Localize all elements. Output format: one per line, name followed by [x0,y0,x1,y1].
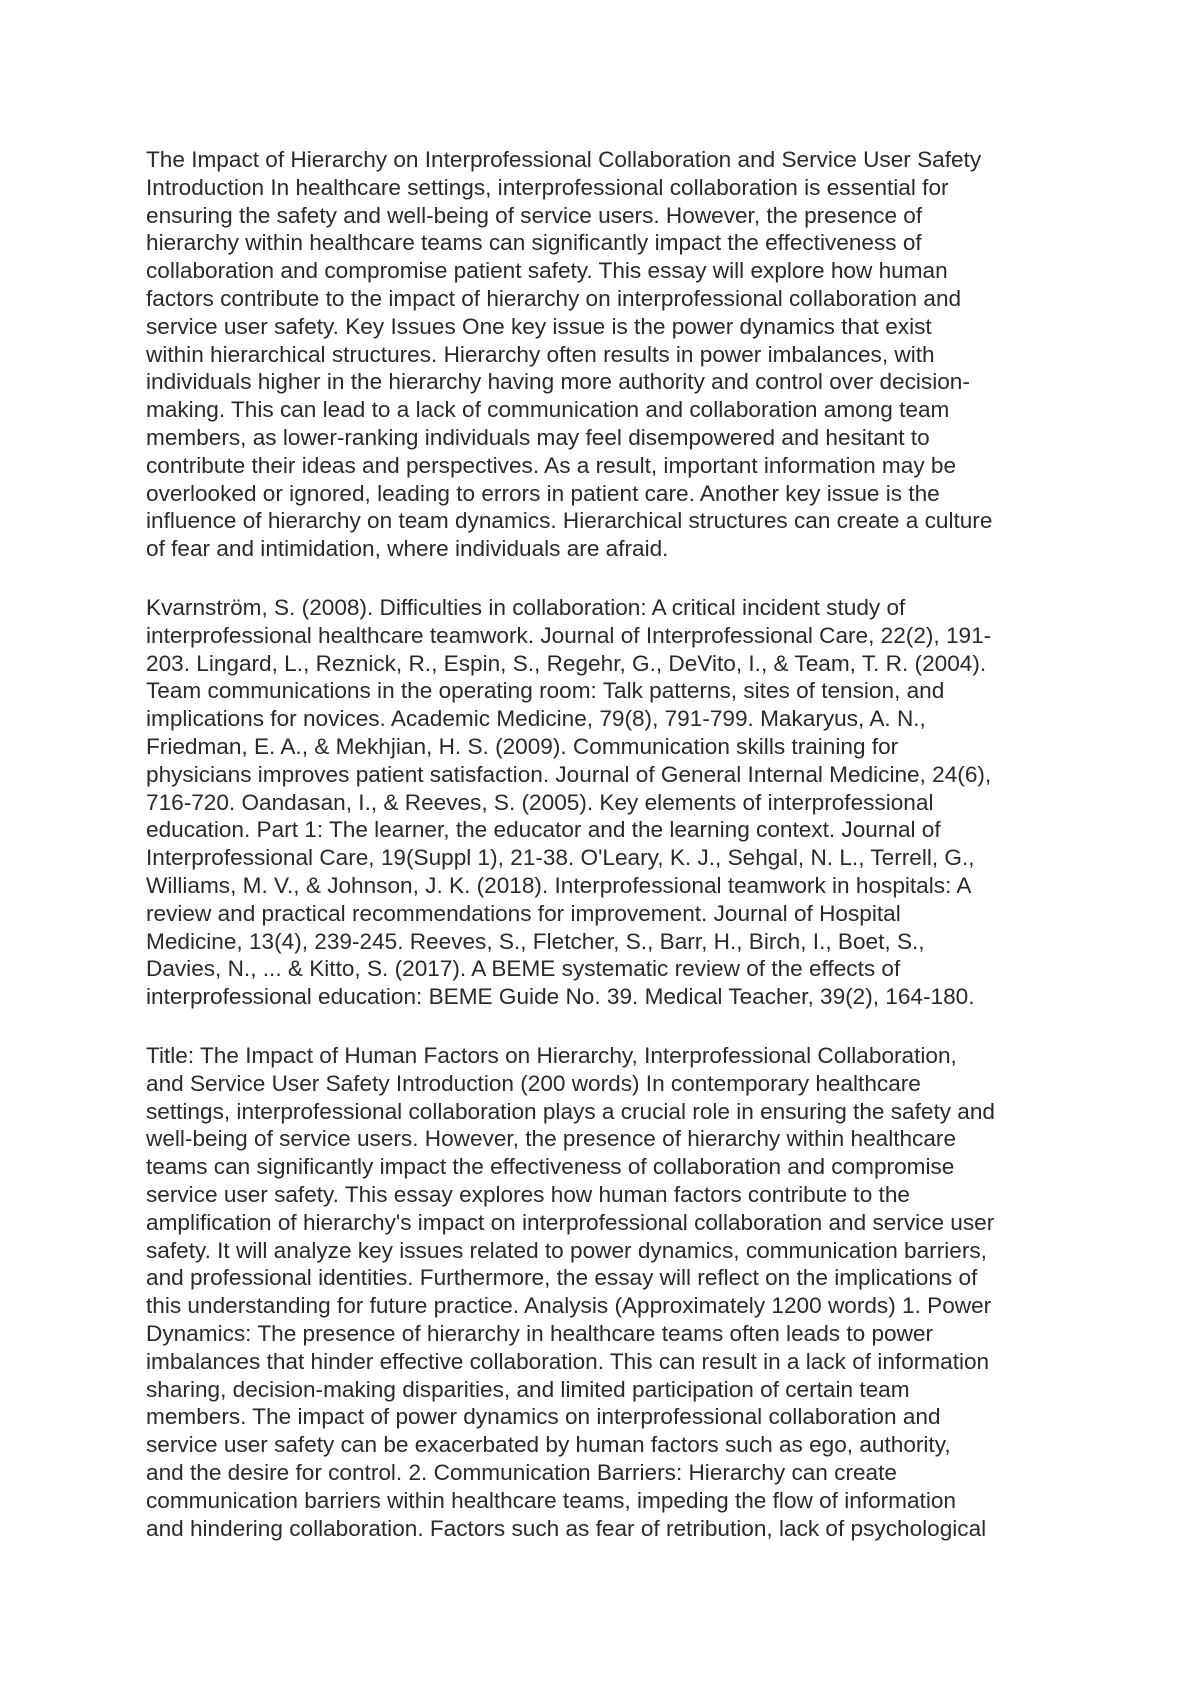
text-line: ensuring the safety and well-being of service users. However, the presence of [146,202,923,228]
text-line: implications for novices. Academic Medicine, 79(8), 791-799. Makaryus, A. N., [146,706,926,732]
text-line: Davies, N., ... & Kitto, S. (2017). A BEME systematic review of the effects of [146,956,901,982]
text-line: Friedman, E. A., & Mekhjian, H. S. (2009). Communication skills training for [146,733,899,759]
text-line: Williams, M. V., & Johnson, J. K. (2018). Interprofessional teamwork in hospitals: A [146,872,972,898]
text-line: individuals higher in the hierarchy having more authority and control over decision- [146,369,970,395]
text-line: members. The impact of power dynamics on interprofessional collaboration and [146,1404,941,1430]
text-line: members, as lower-ranking individuals may feel disempowered and hesitant to [146,424,930,450]
text-line: Dynamics: The presence of hierarchy in healthcare teams often leads to power [146,1320,934,1346]
text-line: Kvarnström, S. (2008). Difficulties in collaboration: A critical incident study of [146,595,906,620]
text-line: and the desire for control. 2. Communication Barriers: Hierarchy can create [146,1459,897,1485]
text-line: physicians improves patient satisfaction. Journal of General Internal Medicine, 24(6), [146,761,992,787]
text-line: influence of hierarchy on team dynamics. Hierarchical structures can create a culture [146,508,993,534]
text-line: imbalances that hinder effective collaboration. This can result in a lack of information [146,1348,990,1374]
text-line: teams can significantly impact the effectiveness of collaboration and compromise [146,1154,955,1180]
text-line: of fear and intimidation, where individuals are afraid. [146,536,669,562]
text-line: safety. It will analyze key issues related to power dynamics, communication barriers, [146,1237,987,1263]
text-line: review and practical recommendations for improvement. Journal of Hospital [146,900,901,926]
text-line: well-being of service users. However, the presence of hierarchy within healthcare [146,1126,957,1152]
text-line: education. Part 1: The learner, the educator and the learning context. Journal of [146,817,941,843]
text-line: amplification of hierarchy's impact on interprofessional collaboration and service user [146,1209,995,1235]
text-line: contribute their ideas and perspectives. As a result, important information may be [146,452,957,478]
text-line: making. This can lead to a lack of communication and collaboration among team [146,397,950,423]
text-line: 203. Lingard, L., Reznick, R., Espin, S., Regehr, G., DeVito, I., & Team, T. R. (2004). [146,650,987,676]
text-line: and professional identities. Furthermore, the essay will reflect on the implications of [146,1265,978,1291]
text-line: and Service User Safety Introduction (200 words) In contemporary healthcare [146,1070,921,1096]
text-line: this understanding for future practice. Analysis (Approximately 1200 words) 1. Power [146,1293,992,1319]
text-line: collaboration and compromise patient safety. This essay will explore how human [146,258,948,284]
references-paragraph [146,594,1072,1011]
text-line: interprofessional healthcare teamwork. Journal of Interprofessional Care, 22(2), 191- [146,622,992,648]
text-line: Medicine, 13(4), 239-245. Reeves, S., Fletcher, S., Barr, H., Birch, I., Boet, S., [146,928,925,954]
text-line: interprofessional education: BEME Guide No. 39. Medical Teacher, 39(2), 164-180. [146,984,975,1010]
text-line: overlooked or ignored, leading to errors in patient care. Another key issue is the [146,480,940,506]
text-line: Title: The Impact of Human Factors on Hierarchy, Interprofessional Collaboration, [146,1043,957,1068]
text-line: service user safety. Key Issues One key issue is the power dynamics that exist [146,313,932,339]
text-line: Introduction In healthcare settings, interprofessional collaboration is essential for [146,174,949,200]
essay-introduction-paragraph [146,146,1072,563]
text-line: sharing, decision-making disparities, and limited participation of certain team [146,1376,910,1402]
text-line: Interprofessional Care, 19(Suppl 1), 21-38. O'Leary, K. J., Sehgal, N. L., Terrell, G., [146,845,975,871]
text-line: The Impact of Hierarchy on Interprofessional Collaboration and Service User Safety [146,147,982,172]
text-line: 716-720. Oandasan, I., & Reeves, S. (2005). Key elements of interprofessional [146,789,934,815]
text-line: factors contribute to the impact of hierarchy on interprofessional collaboration and [146,285,962,311]
text-line: within hierarchical structures. Hierarchy often results in power imbalances, with [146,341,935,367]
text-line: Team communications in the operating room: Talk patterns, sites of tension, and [146,678,945,704]
text-line: communication barriers within healthcare teams, impeding the flow of information [146,1487,956,1513]
text-line: and hindering collaboration. Factors such as fear of retribution, lack of psychological [146,1515,987,1541]
text-line: service user safety can be exacerbated by human factors such as ego, authority, [146,1432,951,1458]
text-line: service user safety. This essay explores how human factors contribute to the [146,1181,910,1207]
text-line: hierarchy within healthcare teams can significantly impact the effectiveness of [146,230,922,256]
text-line: settings, interprofessional collaboration plays a crucial role in ensuring the safety and [146,1098,995,1124]
essay-draft-paragraph [146,1042,1072,1542]
